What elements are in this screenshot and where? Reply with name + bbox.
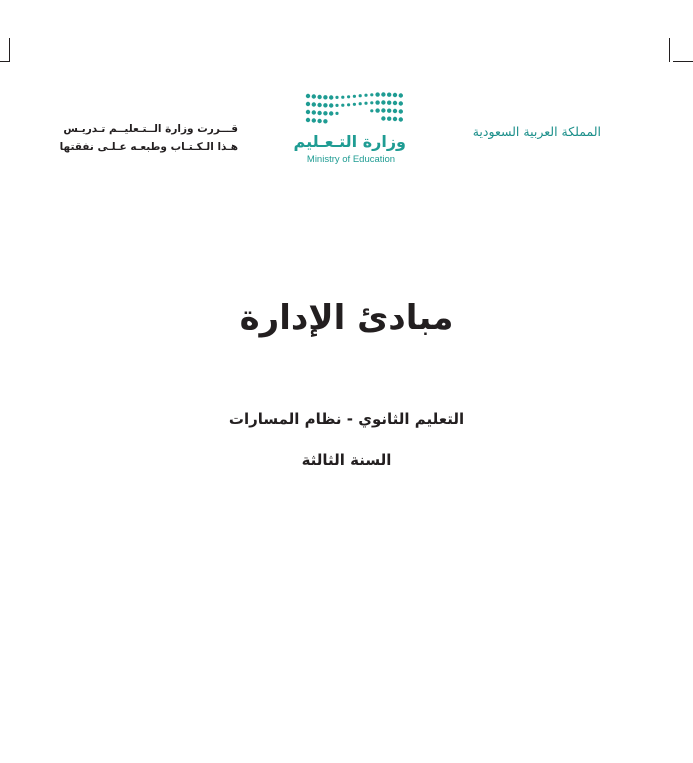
approval-line-1: قـــررت وزارة الــتـعليــم تـدريـس xyxy=(63,123,238,135)
emblem-dot xyxy=(317,111,321,115)
emblem-dot xyxy=(312,110,316,114)
emblem-dot xyxy=(359,102,362,105)
emblem-dot xyxy=(364,94,367,97)
emblem-dot xyxy=(341,104,344,107)
emblem-dot xyxy=(306,110,310,114)
emblem-dot xyxy=(399,117,403,121)
emblem-dot xyxy=(387,101,391,105)
emblem-dot xyxy=(306,94,310,98)
emblem-dot xyxy=(323,111,327,115)
emblem-dot xyxy=(375,100,379,104)
emblem-dot xyxy=(347,103,350,106)
emblem-dot xyxy=(381,116,385,120)
emblem-dot xyxy=(381,108,385,112)
emblem-dot xyxy=(312,102,316,106)
emblem-dot xyxy=(335,112,338,115)
emblem-dot xyxy=(399,93,403,97)
logo-english-text: Ministry of Education xyxy=(306,154,396,165)
emblem-dot xyxy=(353,95,356,98)
emblem-dot xyxy=(393,109,397,113)
emblem-dot xyxy=(370,101,373,104)
emblem-dot xyxy=(329,103,333,107)
emblem-dot xyxy=(381,100,385,104)
approval-line-2: هـذا الـكـتـاب وطبعـه عـلـى نفقتها xyxy=(59,141,238,153)
country-name: المملكة العربية السعودية xyxy=(472,124,601,139)
emblem-dot xyxy=(329,95,333,99)
emblem-dot xyxy=(387,117,391,121)
emblem-dot xyxy=(381,92,385,96)
emblem-dot xyxy=(312,118,316,122)
emblem-dot xyxy=(364,102,367,105)
emblem-dot xyxy=(312,94,316,98)
book-subtitle: التعليم الثانوي - نظام المسارات xyxy=(228,410,465,428)
emblem-dot xyxy=(306,102,310,106)
emblem-dot xyxy=(323,103,327,107)
crop-mark-top-right-vertical xyxy=(669,38,670,62)
emblem-dot xyxy=(393,93,397,97)
emblem-dot xyxy=(375,92,379,96)
emblem-dot xyxy=(370,93,373,96)
emblem-dot xyxy=(393,101,397,105)
emblem-dot xyxy=(393,117,397,121)
emblem-dot xyxy=(323,95,327,99)
crop-mark-top-right-horizontal xyxy=(673,61,693,62)
emblem-dot xyxy=(335,104,338,107)
emblem-dot xyxy=(353,103,356,106)
emblem-dot xyxy=(347,95,350,98)
emblem-dot xyxy=(317,95,321,99)
emblem-dot xyxy=(387,93,391,97)
emblem-dot xyxy=(399,109,403,113)
emblem-dot xyxy=(375,108,379,112)
emblem-dot xyxy=(335,96,338,99)
crop-mark-top-left-horizontal xyxy=(0,61,9,62)
emblem-dot xyxy=(323,119,327,123)
emblem-dot xyxy=(341,96,344,99)
emblem-dot xyxy=(387,109,391,113)
emblem-dot xyxy=(317,103,321,107)
emblem-dot xyxy=(329,111,333,115)
book-title: مبادئ الإدارة xyxy=(239,298,454,338)
emblem-dot xyxy=(317,119,321,123)
emblem-dot xyxy=(306,118,310,122)
logo-arabic-text: وزارة التـعـليم xyxy=(293,132,406,151)
emblem-dot xyxy=(359,94,362,97)
crop-mark-top-left-vertical xyxy=(9,38,10,62)
ministry-logo xyxy=(293,92,406,172)
ministry-emblem-icon xyxy=(304,92,404,126)
emblem-dot xyxy=(370,109,373,112)
emblem-dot xyxy=(399,101,403,105)
approval-statement xyxy=(59,120,238,156)
book-grade: السنة الثالثة xyxy=(301,451,392,469)
